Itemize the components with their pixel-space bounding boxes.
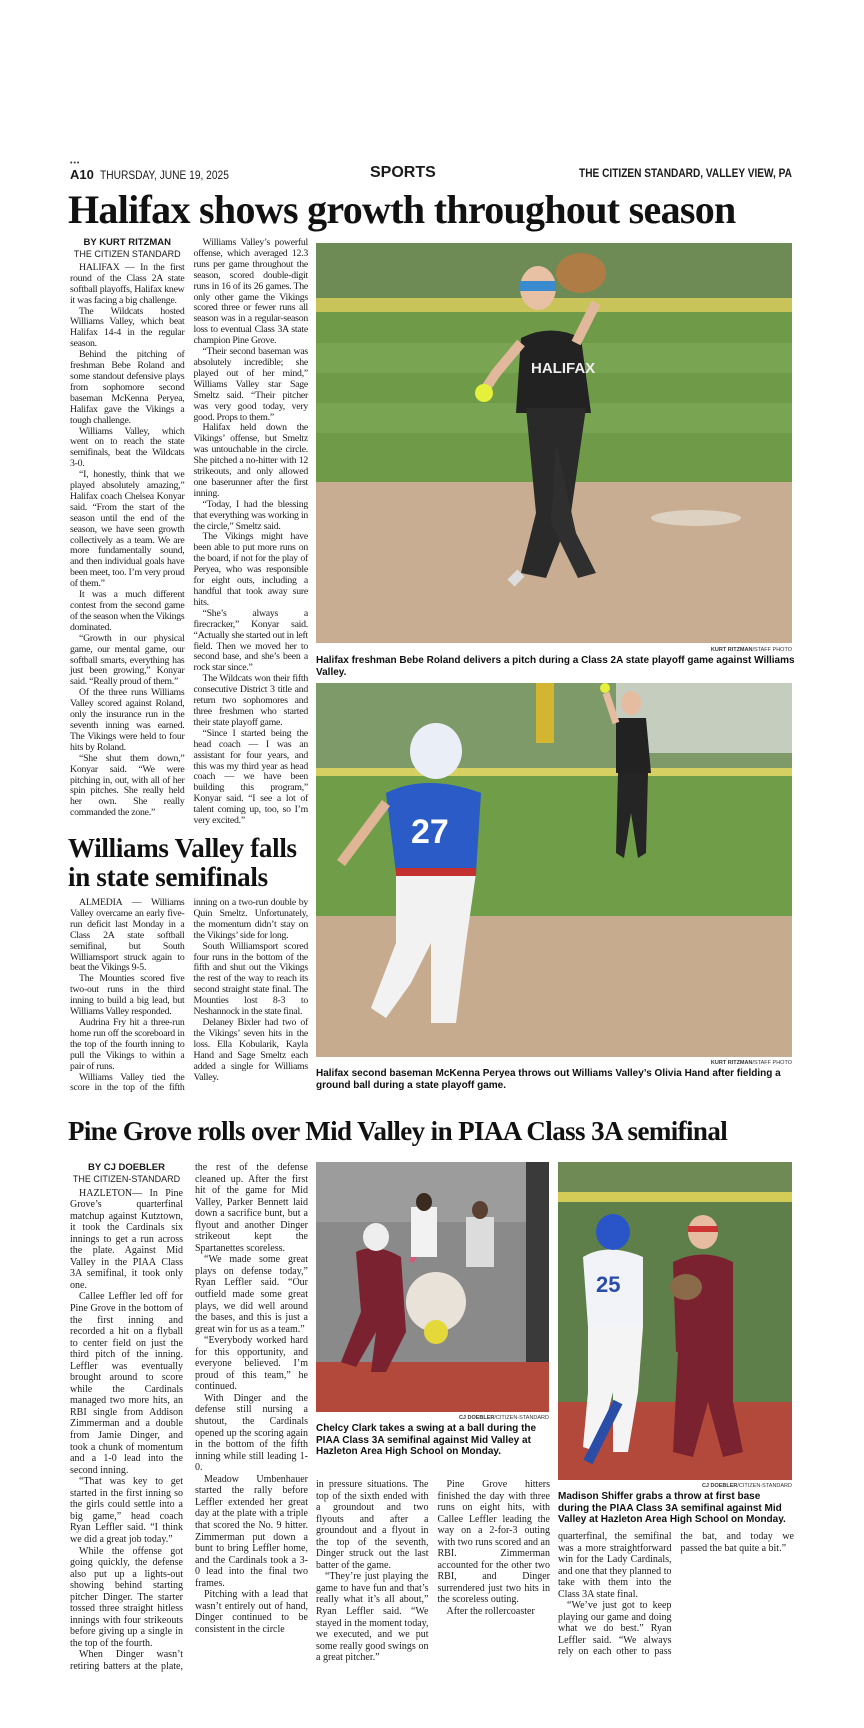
- article3-byline: [70, 1162, 183, 1185]
- credit-org: /STAFF PHOTO: [752, 1060, 792, 1066]
- photo3-caption: Chelcy Clark takes a swing at a ball during the PIAA Class 3A semifinal against Mid Valley at Hazleton Area High School on Monday.: [316, 1423, 537, 1457]
- credit-org: /CITIZEN-STANDARD: [737, 1483, 792, 1489]
- paragraph: Williams Valley, which went on to reach the state semifinals, beat the Wildcats 3-0.: [70, 425, 185, 470]
- paragraph: ALMEDIA — Williams Valley overcame an early five-run deficit last Monday in a Class 2A state softball semifinal, but South Williamsport struck again to beat the Vikings 9-5.: [70, 897, 185, 974]
- article1-byline: [70, 238, 185, 260]
- paragraph: Behind the pitching of freshman Bebe Roland and some standout defensive plays from sophomore second baseman McKenna Peryea, Halifax gave the Vikings a tough challenge.: [70, 349, 185, 426]
- credit-org: /CITIZEN-STANDARD: [494, 1415, 549, 1421]
- publication-name: THE CITIZEN STANDARD, VALLEY VIEW, PA: [579, 168, 792, 180]
- paragraph: Halifax held down the Vikings’ offense, but Smeltz was untouchable in the circle. She pitched a no-hitter with 12 strikeouts, and only allowed one baserunner after the first inning.: [193, 422, 308, 499]
- paragraph: “She shut them down,” Konyar said. “We were pitching in, out, with all of her spin pitches. She really held her own. She really commanded the zone.”: [70, 752, 185, 819]
- paragraph: Of the three runs Williams Valley scored against Roland, only the insurance run in the seventh inning was earned. The Vikings were held to four hits by Roland.: [70, 687, 185, 753]
- byline-org: THE CITIZEN-STANDARD: [72, 1173, 181, 1184]
- paragraph: Williams Valley tied the score in the top of the fifth inning on a two-run double by Quin Smeltz. Unfortunately, the momentum didn’t stay on the Vikings’ side for long.: [70, 897, 308, 1094]
- photo2-caption: Halifax second baseman McKenna Peryea throws out Williams Valley’s Olivia Hand after fielding a ground ball during a state playoff game.: [316, 1068, 781, 1091]
- photo-throw-out: [316, 683, 792, 1057]
- paragraph: The Wildcats won their fifth consecutive District 3 title and return two sophomores and three freshmen who started their state playoff game.: [193, 673, 308, 728]
- paragraph: It was a much different contest from the second game of the season when the Vikings dominated.: [70, 589, 185, 633]
- paragraph: With Dinger and the defense still nursing a shutout, the Cardinals opened up the scoring again in the bottom of the fifth inning while still leading 1-0.: [195, 1392, 308, 1474]
- paragraph: “Today, I had the blessing that everything was working in the circle,” Smeltz said.: [193, 498, 308, 532]
- page-number: A10: [70, 167, 94, 182]
- article2-body: [70, 898, 308, 1096]
- photo1-caption: Halifax freshman Bebe Roland delivers a pitch during a Class 2A state playoff game against Williams Valley.: [316, 655, 795, 678]
- paragraph: HALIFAX — In the first round of the Class 2A state softball playoffs, Halifax knew it was facing a big challenge.: [70, 261, 185, 306]
- credit-name: KURT RITZMAN: [710, 647, 753, 653]
- paragraph: The Mounties scored five two-out runs in the third inning to build a big lead, but Williams Valley responded.: [70, 973, 185, 1018]
- paragraph: “Their second baseman was absolutely incredible; she played out of her mind,” Williams Valley star Sage Smeltz said. “Their pitcher was very good today, very good. Props to them.”: [193, 346, 308, 423]
- article3-body-part2: [316, 1479, 550, 1679]
- photo4-credit: [558, 1483, 792, 1489]
- jersey-number: 25: [596, 1272, 621, 1297]
- paragraph: HAZLETON— In Pine Grove’s quarterfinal matchup against Kutztown, it took the Cardinals six innings to get a run across the plate. Against Mid Valley in the PIAA Class 3A semifinal, it took only one.: [70, 1187, 183, 1291]
- byline-name: BY CJ DOEBLER: [88, 1162, 165, 1173]
- paragraph: “We made some great plays on defense today,” Ryan Leffler said. “Our outfield made some great plays, we did well around the bases, and this is just a great win for us as a team.”: [195, 1254, 308, 1335]
- paragraph: The Wildcats hosted Williams Valley, which beat Halifax 14-4 in the regular season.: [70, 305, 185, 350]
- article2-headline: Williams Valley falls in state semifinals: [68, 833, 297, 892]
- credit-name: KURT RITZMAN: [710, 1060, 753, 1066]
- article1-headline: Halifax shows growth throughout season: [68, 187, 736, 232]
- article3-body-part3: [558, 1531, 794, 1681]
- paragraph: “They’re just playing the game to have fun and that’s really what it’s all about,” Ryan Leffler said. “We stayed in the moment today, we executed, and we put some really good swings on a great pitcher.”: [316, 1571, 429, 1664]
- photo1-credit: [316, 647, 792, 653]
- paragraph: in pressure situations. The top of the sixth ended with a groundout and two flyouts and after a groundout and a flyout in the top of the seventh, Dinger struck out the last batter of the game.: [316, 1479, 429, 1571]
- credit-org: /STAFF PHOTO: [752, 647, 792, 653]
- paragraph: After the rollercoaster: [446, 1606, 535, 1618]
- photo4-caption: Madison Shiffer grabs a throw at first base during the PIAA Class 3A semifinal against Mid Valley at Hazleton Area High School on Monday.: [558, 1491, 786, 1525]
- byline-org: THE CITIZEN STANDARD: [73, 248, 181, 259]
- paragraph: “We’ve just got to keep playing our game and doing what we do best.” Ryan Leffler said. “We always rely on each other to pass the bat, and today we passed the bat quite a bit.”: [558, 1531, 794, 1658]
- article1-body: [70, 238, 308, 828]
- photo-pitcher: [316, 243, 792, 643]
- credit-name: CJ DOEBLER: [701, 1483, 738, 1489]
- paragraph: Williams Valley’s powerful offense, which averaged 12.3 runs per game throughout the season, scored double-digit runs in 16 of its 26 games. The only other game the Vikings scored three or fewer runs all season was in a regular-season loss to eventual Class 3A state champion Pine Grove.: [193, 237, 308, 347]
- photo-first-base: [558, 1162, 792, 1480]
- paragraph: “Everybody worked hard for this opportunity, and everyone believed. I’m proud of this team,” he continued.: [195, 1335, 308, 1393]
- paragraph: “She’s always a firecracker,” Konyar said. “Actually she started out in left field. Then we moved her to second base, and she’s been a rock star since.”: [193, 607, 308, 674]
- paragraph: The Vikings might have been able to put more runs on the board, if not for the play of Peryea, who was responsible for eight outs, including a handful that took away sure hits.: [193, 531, 308, 608]
- credit-name: CJ DOEBLER: [458, 1415, 495, 1421]
- paragraph: “Growth in our physical game, our mental game, our softball smarts, everything has just been growing,” Konyar said. “Really proud of them.”: [70, 632, 185, 688]
- article3-headline: Pine Grove rolls over Mid Valley in PIAA Class 3A semifinal: [68, 1116, 728, 1146]
- paragraph: “That was key to get started in the first inning so the girls could settle into a big game,” head coach Ryan Leffler said. “I think we did a great job today.”: [70, 1476, 183, 1545]
- paragraph: “I, honestly, think that we played absolutely amazing,” Halifax coach Chelsea Konyar said. “From the start of the season until the end of the season, we have seen growth collectively as a team. We are more fundamentally sound, and then individual goals have been meet, too. I’m very proud of them.”: [70, 469, 185, 590]
- paragraph: Audrina Fry hit a three-run home run off the scoreboard in the top of the fourth inning to pull the Vikings to within a pair of runs.: [70, 1016, 185, 1072]
- paragraph: When Dinger wasn’t retiring batters at the plate, the rest of the defense cleaned up. After the first hit of the game for Mid Valley, Parker Bennett laid down a sacrifice bunt, but a flyout and another Dinger strikeout kept the Spartanettes scoreless.: [70, 1162, 308, 1672]
- page-marker-dots: •••: [70, 160, 81, 167]
- photo2-credit: [316, 1060, 792, 1066]
- left-column-stack: [70, 238, 308, 1096]
- section-title: SPORTS: [370, 164, 436, 181]
- paragraph: “Since I started being the head coach — I was an assistant for four years, and this was my third year as head coach — we have been building this program,” Konyar said. “I see a lot of talent coming up, too, so I’m very excited.”: [193, 727, 308, 827]
- paragraph: Meadow Umbenhauer started the rally before Leffler extended her great day at the plate with a triple that scored the No. 9 hitter. Zimmerman put down a bunt to bring Leffler home, and the Cardinals took a 3-0 lead into the final two frames.: [195, 1473, 308, 1589]
- photo-batter: [316, 1162, 549, 1412]
- paragraph: Pine Grove hitters finished the day with three runs on eight hits, with Callee Leffler leading the way on a 2-for-3 outing with two runs scored and an RBI. Zimmerman accounted for the other two RBI, and Dinger surrendered just two hits in the scoreless outing.: [437, 1479, 550, 1606]
- article3-body-part1: [70, 1162, 308, 1682]
- issue-date: THURSDAY, JUNE 19, 2025: [100, 168, 229, 182]
- paragraph: quarterfinal, the semifinal was a more straightforward win for the Lady Cardinals, and one that they planned to take with them into the Class 3A state final.: [558, 1531, 672, 1600]
- paragraph: South Williamsport scored four runs in the bottom of the fifth and shut out the Vikings the rest of the way to reach its second straight state final. The Mounties lost 8-3 to Neshannock in the state final.: [193, 940, 308, 1018]
- paragraph: Pitching with a lead that wasn’t entirely out of hand, Dinger continued to be consistent in the circle: [195, 1589, 308, 1635]
- photo3-credit: [316, 1415, 549, 1421]
- paragraph: Delaney Bixler had two of the Vikings’ seven hits in the loss. Ella Kobularik, Kayla Hand and Sage Smeltz each added a single for Williams Valley.: [193, 1016, 308, 1083]
- jersey-number: 27: [411, 813, 449, 851]
- jersey-text: HALIFAX: [531, 360, 596, 377]
- paragraph: While the offense got going quickly, the defense also put up a lights-out showing behind starting pitcher Dinger. The starter tossed three straight hitless innings with four strikeouts before giving up a single in the top of the fourth.: [70, 1545, 183, 1649]
- byline-name: BY KURT RITZMAN: [83, 237, 171, 248]
- paragraph: Callee Leffler led off for Pine Grove in the bottom of the first inning and recorded a hit on a flyball to center field on just the third pitch of the inning. Leffler was eventually brought around to score while the Cardinals managed two more hits, an RBI single from Addison Zimmerman and a double from Jamie Dinger, and took a chunk of momentum and a 1-0 lead into the second inning.: [70, 1291, 183, 1476]
